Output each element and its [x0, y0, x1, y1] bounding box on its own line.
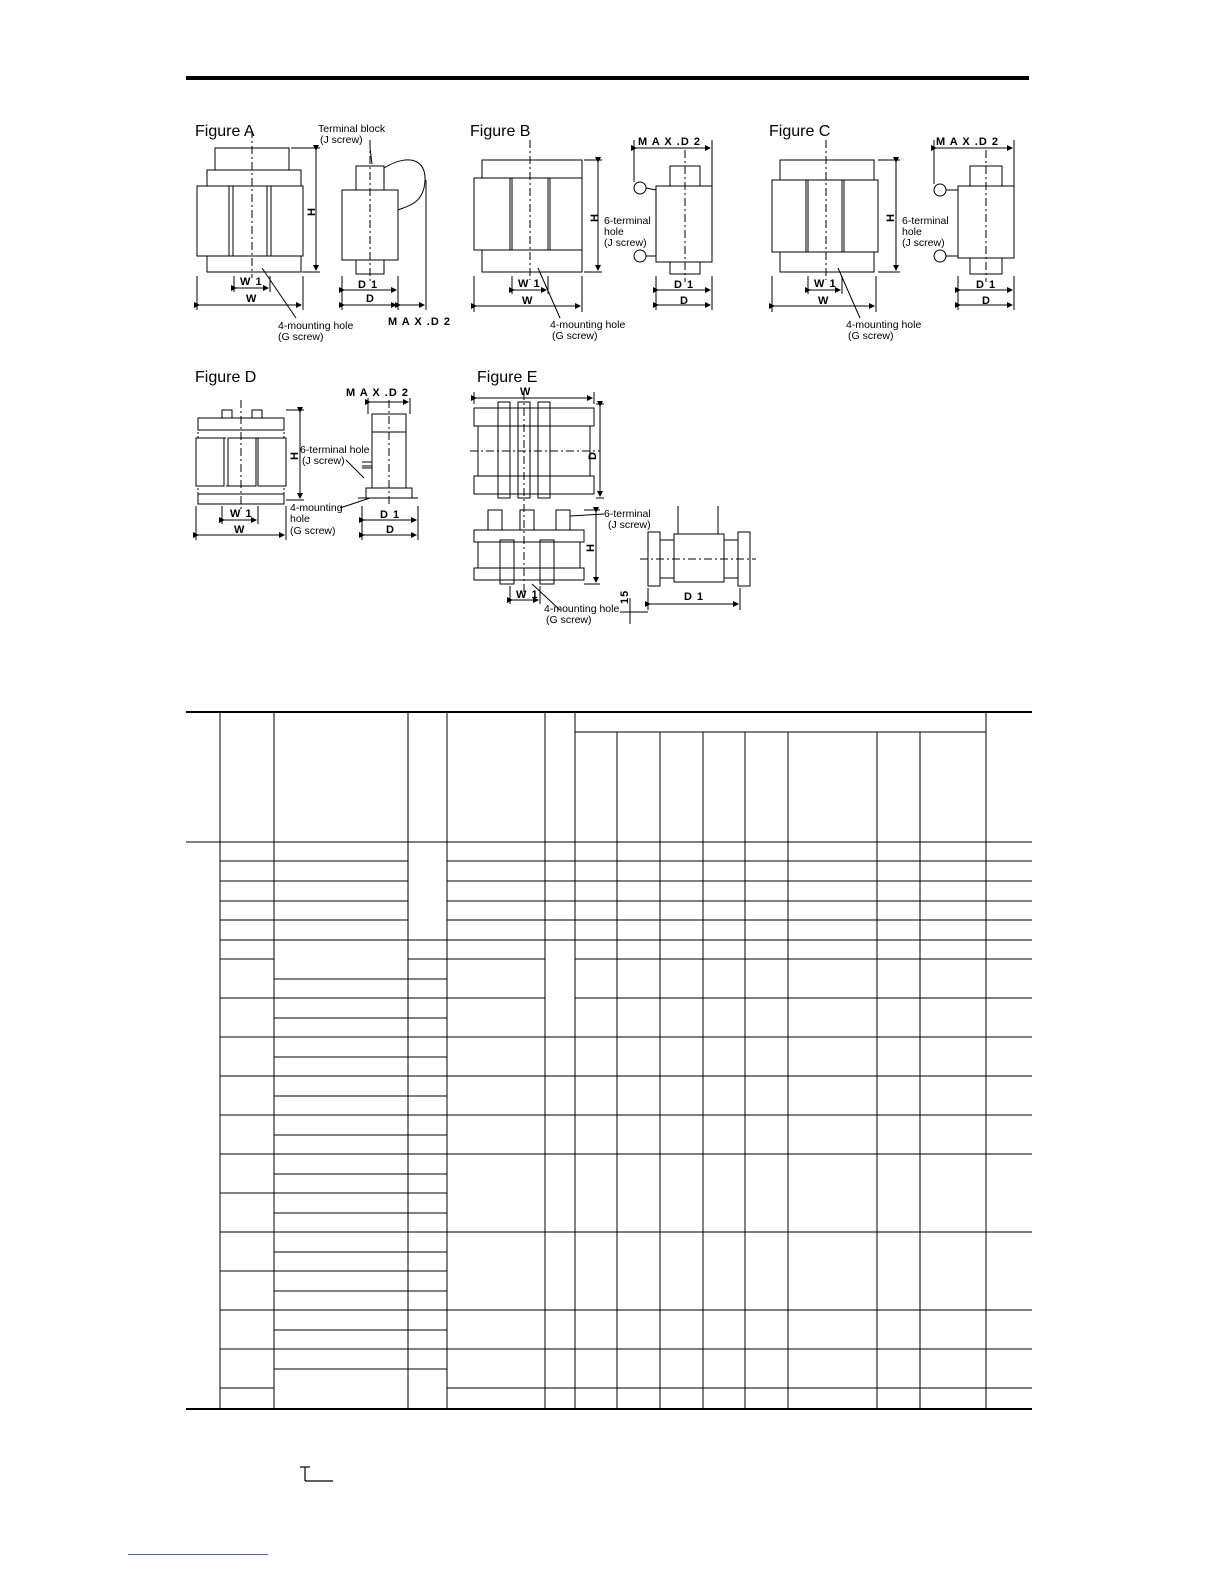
- figure-b-dim-d: D: [680, 295, 689, 307]
- figure-a-dim-w: W: [246, 293, 258, 305]
- figure-c-hole: hole: [902, 226, 922, 238]
- figure-d-dim-h: H: [289, 451, 301, 460]
- figure-a-dim-h: H: [306, 207, 318, 216]
- figure-e-dim-w: W: [520, 386, 532, 398]
- figure-c-mounting-label: 4-mounting hole: [846, 319, 922, 331]
- figure-c-drawing: [772, 140, 1014, 318]
- figure-a-dim-d1: D 1: [358, 279, 379, 291]
- figure-c-j-screw: (J screw): [902, 237, 945, 249]
- figure-b-dim-w1: W 1: [518, 278, 541, 290]
- figure-c-g-screw: (G screw): [848, 330, 894, 342]
- figure-d-hole: hole: [290, 513, 310, 525]
- figure-e-mounting-label: 4-mounting hole: [544, 603, 620, 615]
- figure-d-g-screw: (G screw): [290, 525, 336, 537]
- figure-e-g-screw: (G screw): [546, 614, 592, 626]
- figure-a-dim-d: D: [366, 293, 375, 305]
- figure-c-terminal-label: 6-terminal: [902, 215, 949, 227]
- figure-a-mounting-label: 4-mounting hole: [278, 320, 354, 332]
- figure-c-dim-w1: W 1: [814, 278, 837, 290]
- figure-b-dim-d1: D 1: [674, 279, 695, 291]
- figure-e-dim-d: D: [587, 451, 599, 460]
- figure-b-title: Figure B: [470, 123, 531, 140]
- figure-a-title: Figure A: [195, 123, 255, 140]
- figure-d-dim-maxd2: M A X .D 2: [346, 387, 409, 399]
- figure-a-g-screw: (G screw): [278, 331, 324, 343]
- figure-e-dim-d1: D 1: [684, 591, 705, 603]
- table-grid: [186, 711, 1032, 1411]
- figure-b-drawing: [474, 140, 712, 318]
- figure-b-j-screw: (J screw): [604, 237, 647, 249]
- figure-e-dim-w1: W 1: [516, 589, 539, 601]
- figure-a-drawing: [197, 130, 426, 318]
- figure-b-dim-h: H: [589, 213, 601, 222]
- footer-mark-glyph: [300, 1466, 334, 1484]
- figure-e-dim-h: H: [585, 543, 597, 552]
- figure-c-dim-w: W: [818, 295, 830, 307]
- figure-c-dim-d: D: [982, 295, 991, 307]
- footer-underline: [128, 1554, 268, 1555]
- specification-table: [186, 711, 1032, 1411]
- figure-d-mounting-label: 4-mounting: [290, 502, 343, 514]
- figure-c-title: Figure C: [769, 123, 831, 140]
- figure-a-terminal-label: Terminal block: [318, 123, 386, 135]
- figure-e-j-screw: (J screw): [608, 519, 651, 531]
- figure-d-dim-w: W: [234, 524, 246, 536]
- figure-b-hole: hole: [604, 226, 624, 238]
- figure-e-title: Figure E: [477, 369, 538, 386]
- figure-d-j-screw: (J screw): [302, 455, 345, 467]
- figure-d-dim-d: D: [386, 524, 395, 536]
- figure-d-dim-d1: D 1: [380, 509, 401, 521]
- outline-figures: [0, 0, 1224, 700]
- figure-b-terminal-label: 6-terminal: [604, 215, 651, 227]
- figure-d-dim-w1: W 1: [230, 508, 253, 520]
- figure-a-dim-maxd2: M A X .D 2: [388, 316, 451, 328]
- figure-e-dim-15: 15: [619, 589, 631, 604]
- figure-a-j-screw: (J screw): [320, 134, 363, 146]
- figure-c-dim-maxd2: M A X .D 2: [936, 136, 999, 148]
- figure-c-dim-h: H: [885, 213, 897, 222]
- figure-b-mounting-label: 4-mounting hole: [550, 319, 626, 331]
- figure-d-terminal-label: 6-terminal hole: [300, 444, 370, 456]
- figure-e-terminal-label: 6-terminal: [604, 508, 651, 520]
- figure-b-dim-w: W: [522, 295, 534, 307]
- figure-b-g-screw: (G screw): [552, 330, 598, 342]
- figure-a-dim-w1: W 1: [240, 276, 263, 288]
- figure-c-dim-d1: D 1: [976, 279, 997, 291]
- figure-d-title: Figure D: [195, 369, 257, 386]
- figure-b-dim-maxd2: M A X .D 2: [638, 136, 701, 148]
